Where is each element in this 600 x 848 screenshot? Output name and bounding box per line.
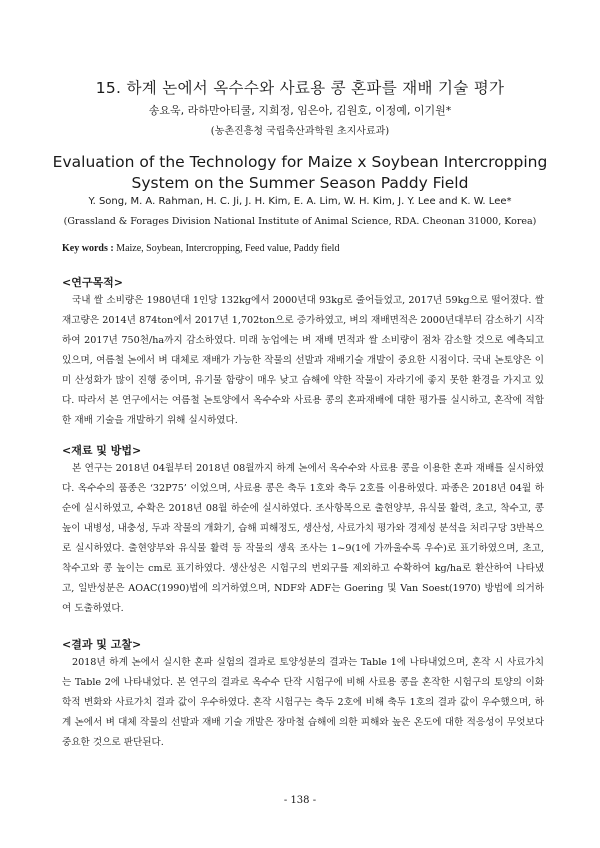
paragraph-methods: 본 연구는 2018년 04월부터 2018년 08월까지 하계 논에서 옥수수와 사료용 콩을 이용한 혼파 재배를 실시하였다. 옥수수의 품종은 ‘32P75’ 이었으며, 사료용 콩은 축두 1호와 축두 2호를 이용하였다. 파종은 2018년 04월 하순에 실시하였고, 수확은 2018년 08월 하순에 실시하였다. 조사항목으로 출현양부, 유식물 활력, 초고, 착수고, 콩 높이 내병성, 내충성, 두과 작물의 개화기, 습해 피해정도, 생산성, 사료가치 평가와 경제성 분석을 처리구당 3반복으로 실시하였다. 출현양부와 유식물 활력 등 작물의 생육 조사는 1~9(1에 가까울수록 우수)로 표기하였으며, 초고, 착수고와 콩 높이는 cm로 표기하였다. 생산성은 시험구의 번외구를 제외하고 수확하여 kg/ha로 환산하여 나타냈고, 일반성분은 AOAC(1990)법에 의거하였으며, NDF와 ADF는 Goering 및 Van Soest(1970) 방법에 의거하여 도출하였다.: [62, 463, 544, 614]
keywords-label: Key words :: [62, 243, 114, 254]
section-heading-results: <결과 및 고찰>: [62, 638, 142, 651]
keywords: [62, 243, 542, 254]
title-english-line1: Evaluation of the Technology for Maize x Soybean Intercropping: [52, 153, 548, 171]
paragraph-results: 2018년 하계 논에서 실시한 혼파 실험의 결과로 토양성분의 결과는 Table 1에 나타내었으며, 혼작 시 사료가치는 Table 2에 나타내었다. 본 연구의 결과로 옥수수 단작 시험구에 비해 사료용 콩을 혼작한 시험구의 토양의 이화학적 변화와 사료가치 결과 값이 우수하였다. 혼작 시험구는 축두 2호에 비해 축두 1호의 결과 값이 우수했으며, 하계 논에서 벼 대체 작물의 선발과 재배 기술 개발은 장마철 습해에 의한 피해와 높은 온도에 대한 적응성이 무엇보다 중요한 것으로 판단된다.: [62, 657, 544, 748]
section-heading-purpose: <연구목적>: [62, 276, 123, 289]
page-number: - 138 -: [283, 795, 317, 806]
affiliation-english: (Grassland & Forages Division National Institute of Animal Science, RDA. Cheonan 31000, Korea): [63, 216, 537, 227]
authors-english: Y. Song, M. A. Rahman, H. C. Ji, J. H. Kim, E. A. Lim, W. H. Kim, J. Y. Lee and K. W. Lee*: [88, 196, 512, 207]
title-korean: 15. 하계 논에서 옥수수와 사료용 콩 혼파를 재배 기술 평가: [95, 79, 505, 97]
authors-korean: 송요욱, 라하만아티쿨, 지희정, 임은아, 김원호, 이정예, 이기원*: [148, 104, 452, 117]
affiliation-korean: (농촌진흥청 국립축산과학원 초지사료과): [210, 126, 390, 137]
keywords-text: Maize, Soybean, Intercropping, Feed value, Paddy field: [116, 243, 340, 254]
title-english: [0, 152, 600, 194]
section-heading-methods: <재료 및 방법>: [62, 444, 142, 457]
title-english-line2: System on the Summer Season Paddy Field: [131, 174, 469, 192]
paragraph-purpose: 국내 쌀 소비량은 1980년대 1인당 132kg에서 2000년대 93kg로 줄어들었고, 2017년 59kg으로 떨어졌다. 쌀 재고량은 2014년 874ton에서 2017년 1,702ton으로 증가하였고, 벼의 재배면적은 2000년대부터 감소하기 시작하여 2017년 750천/ha까지 감소하였다. 미래 농업에는 벼 재배 면적과 쌀 소비량이 점차 감소할 것으로 예측되고 있으며, 여름철 논에서 벼 대체로 재배가 가능한 작물의 선발과 재배기술 개발이 중요한 시점이다. 국내 논토양은 이미 산성화가 많이 진행 중이며, 유기물 함량이 매우 낮고 습해에 약한 작물이 자라기에 좋지 못한 환경을 가지고 있다. 따라서 본 연구에서는 여름철 논토양에서 옥수수와 사료용 콩의 혼파재배에 대한 평가를 실시하고, 혼작에 적합한 재배 기술을 개발하기 위해 실시하였다.: [62, 295, 544, 426]
